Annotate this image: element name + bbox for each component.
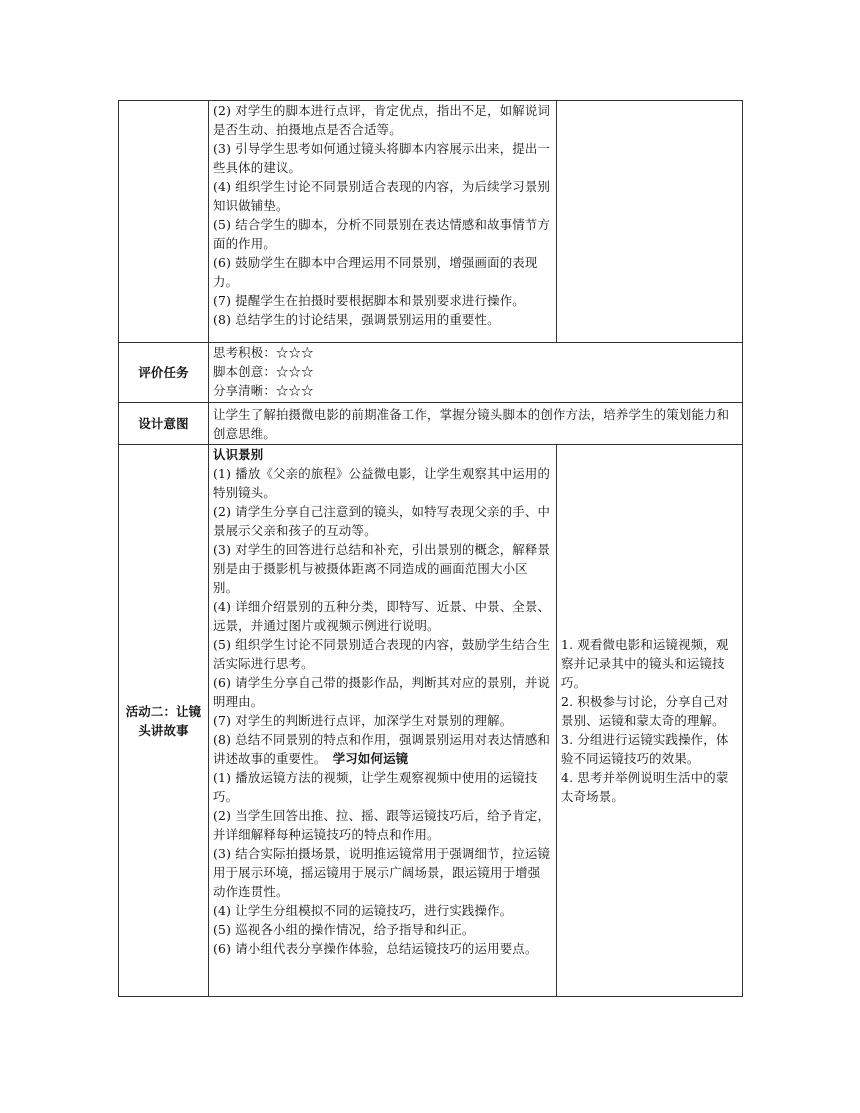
list-item: (5) 结合学生的脚本，分析不同景别在表达情感和故事情节方面的作用。	[213, 217, 551, 251]
list-item: (7) 对学生的判断进行点评，加深学生对景别的理解。	[213, 713, 513, 728]
student-item: 3. 分组进行运镜实践操作，体验不同运镜技巧的效果。	[561, 732, 729, 766]
list-item: (2) 请学生分享自己注意到的镜头，如特写表现父亲的手、中景展示父亲和孩子的互动等。	[213, 504, 551, 538]
list-item: (3) 结合实际拍摄场景，说明推运镜常用于强调细节，拉运镜用于展示环境，摇运镜用于展示广阔场景，跟运镜用于增强动作连贯性。	[213, 846, 551, 899]
list-item: (8) 总结不同景别的特点和作用，强调景别运用对表达情感和讲述故事的重要性。	[213, 732, 551, 766]
list-item: (1) 播放运镜方法的视频，让学生观察视频中使用的运镜技巧。	[213, 770, 538, 804]
activity-2-teacher-cell	[209, 445, 557, 997]
row-label-empty	[119, 101, 209, 343]
list-item: (6) 鼓励学生在脚本中合理运用不同景别，增强画面的表现力。	[213, 255, 538, 289]
evaluation-item: 脚本创意：☆☆☆	[213, 364, 314, 379]
list-item: (3) 对学生的回答进行总结和补充，引出景别的概念，解释景别是由于摄影机与被摄体距离不同造成的画面范围大小区别。	[213, 542, 551, 595]
student-activity-cell	[557, 101, 743, 343]
design-text: 让学生了解拍摄微电影的前期准备工作，掌握分镜头脚本的创作方法，培养学生的策划能力和创意思维。	[209, 403, 743, 445]
activity-2-student-cell	[557, 445, 743, 997]
evaluation-item: 思考积极：☆☆☆	[213, 345, 314, 360]
table-row-evaluation	[119, 343, 743, 403]
list-item: (4) 组织学生讨论不同景别适合表现的内容，为后续学习景别知识做铺垫。	[213, 179, 551, 213]
list-item: (7) 提醒学生在拍摄时要根据脚本和景别要求进行操作。	[213, 293, 525, 308]
list-item: (5) 巡视各小组的操作情况，给予指导和纠正。	[213, 922, 475, 937]
student-item: 2. 积极参与讨论，分享自己对景别、运镜和蒙太奇的理解。	[561, 694, 729, 728]
list-item: (3) 引导学生思考如何通过镜头将脚本内容展示出来，提出一些具体的建议。	[213, 141, 551, 175]
lesson-plan-table	[118, 100, 743, 997]
student-item: 1. 观看微电影和运镜视频，观察并记录其中的镜头和运镜技巧。	[561, 637, 729, 690]
list-item: (1) 播放《父亲的旅程》公益微电影，让学生观察其中运用的特别镜头。	[213, 466, 551, 500]
list-item: (6) 请学生分享自己带的摄影作品，判断其对应的景别，并说明理由。	[213, 675, 551, 709]
list-item: (2) 当学生回答出推、拉、摇、跟等运镜技巧后，给予肯定，并详细解释每种运镜技巧的特点和作用。	[213, 808, 551, 842]
list-item: (4) 让学生分组模拟不同的运镜技巧，进行实践操作。	[213, 903, 513, 918]
table-row-design	[119, 403, 743, 445]
section-title: 学习如何运镜	[332, 751, 409, 766]
student-item: 4. 思考并举例说明生活中的蒙太奇场景。	[561, 770, 729, 804]
evaluation-label: 评价任务	[119, 343, 209, 403]
list-item: (8) 总结学生的讨论结果，强调景别运用的重要性。	[213, 312, 500, 327]
list-item: (2) 对学生的脚本进行点评，肯定优点，指出不足，如解说词是否生动、拍摄地点是否合适等。	[213, 103, 551, 137]
table-row-activity-2	[119, 445, 743, 997]
table-row-continued	[119, 101, 743, 343]
evaluation-item: 分享清晰：☆☆☆	[213, 383, 314, 398]
activity-2-label: 活动二：让镜头讲故事	[119, 445, 209, 997]
list-item: (4) 详细介绍景别的五种分类，即特写、近景、中景、全景、远景，并通过图片或视频示例进行说明。	[213, 599, 551, 633]
list-item: (6) 请小组代表分享操作体验，总结运镜技巧的运用要点。	[213, 941, 538, 956]
evaluation-cell	[209, 343, 743, 403]
design-label: 设计意图	[119, 403, 209, 445]
teacher-activity-cell	[209, 101, 557, 343]
section-title: 认识景别	[213, 447, 264, 462]
list-item: (5) 组织学生讨论不同景别适合表现的内容，鼓励学生结合生活实际进行思考。	[213, 637, 551, 671]
list-item-with-title	[213, 730, 552, 768]
